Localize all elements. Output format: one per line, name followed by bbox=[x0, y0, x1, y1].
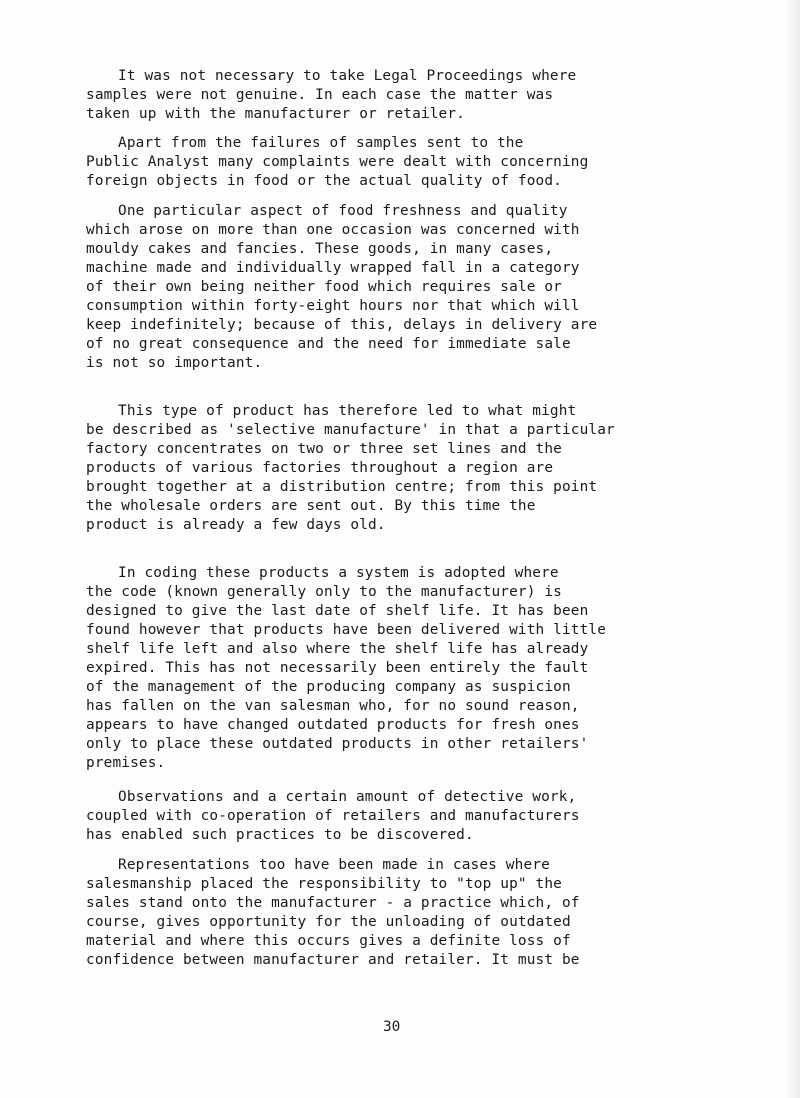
text-line: is not so important. bbox=[86, 355, 263, 371]
text-line: premises. bbox=[86, 755, 166, 771]
text-line: has enabled such practices to be discovered. bbox=[86, 827, 474, 843]
text-line: of no great consequence and the need for immediate sale bbox=[86, 336, 571, 352]
text-line: brought together at a distribution centre; from this point bbox=[86, 479, 598, 495]
text-line: material and where this occurs gives a definite loss of bbox=[86, 933, 571, 949]
text-line: Public Analyst many complaints were dealt with concerning bbox=[86, 154, 589, 170]
text-line: expired. This has not necessarily been entirely the fault bbox=[86, 660, 589, 676]
text-line: confidence between manufacturer and retailer. It must be bbox=[86, 952, 580, 968]
text-line: has fallen on the van salesman who, for no sound reason, bbox=[86, 698, 580, 714]
text-line: Observations and a certain amount of detective work, bbox=[118, 789, 577, 805]
text-line: products of various factories throughout a region are bbox=[86, 460, 554, 476]
text-line: Apart from the failures of samples sent to the bbox=[118, 135, 524, 151]
text-line: shelf life left and also where the shelf life has already bbox=[86, 641, 589, 657]
text-line: found however that products have been delivered with little bbox=[86, 622, 607, 638]
text-line: salesmanship placed the responsibility to "top up" the bbox=[86, 876, 562, 892]
text-line: the code (known generally only to the manufacturer) is bbox=[86, 584, 562, 600]
text-line: keep indefinitely; because of this, delays in delivery are bbox=[86, 317, 598, 333]
text-line: machine made and individually wrapped fall in a category bbox=[86, 260, 580, 276]
page-edge-shadow bbox=[786, 0, 800, 1098]
text-line: mouldy cakes and fancies. These goods, in many cases, bbox=[86, 241, 554, 257]
text-line: of their own being neither food which requires sale or bbox=[86, 279, 562, 295]
text-line: only to place these outdated products in other retailers' bbox=[86, 736, 589, 752]
text-line: appears to have changed outdated products for fresh ones bbox=[86, 717, 580, 733]
text-line: This type of product has therefore led to what might bbox=[118, 403, 577, 419]
text-line: consumption within forty-eight hours nor that which will bbox=[86, 298, 580, 314]
text-line: foreign objects in food or the actual quality of food. bbox=[86, 173, 562, 189]
text-line: of the management of the producing company as suspicion bbox=[86, 679, 571, 695]
text-line: One particular aspect of food freshness and quality bbox=[118, 203, 568, 219]
text-line: factory concentrates on two or three set lines and the bbox=[86, 441, 562, 457]
text-line: designed to give the last date of shelf life. It has been bbox=[86, 603, 589, 619]
text-line: product is already a few days old. bbox=[86, 517, 386, 533]
text-line: taken up with the manufacturer or retailer. bbox=[86, 106, 465, 122]
text-line: the wholesale orders are sent out. By this time the bbox=[86, 498, 536, 514]
text-line: In coding these products a system is adopted where bbox=[118, 565, 559, 581]
text-line: course, gives opportunity for the unloading of outdated bbox=[86, 914, 571, 930]
text-line: sales stand onto the manufacturer - a practice which, of bbox=[86, 895, 580, 911]
page-number: 30 bbox=[383, 1019, 401, 1035]
text-line: coupled with co-operation of retailers and manufacturers bbox=[86, 808, 580, 824]
text-line: which arose on more than one occasion was concerned with bbox=[86, 222, 580, 238]
text-line: It was not necessary to take Legal Proceedings where bbox=[118, 68, 577, 84]
text-line: be described as 'selective manufacture' in that a particular bbox=[86, 422, 615, 438]
text-line: Representations too have been made in cases where bbox=[118, 857, 550, 873]
text-line: samples were not genuine. In each case the matter was bbox=[86, 87, 554, 103]
